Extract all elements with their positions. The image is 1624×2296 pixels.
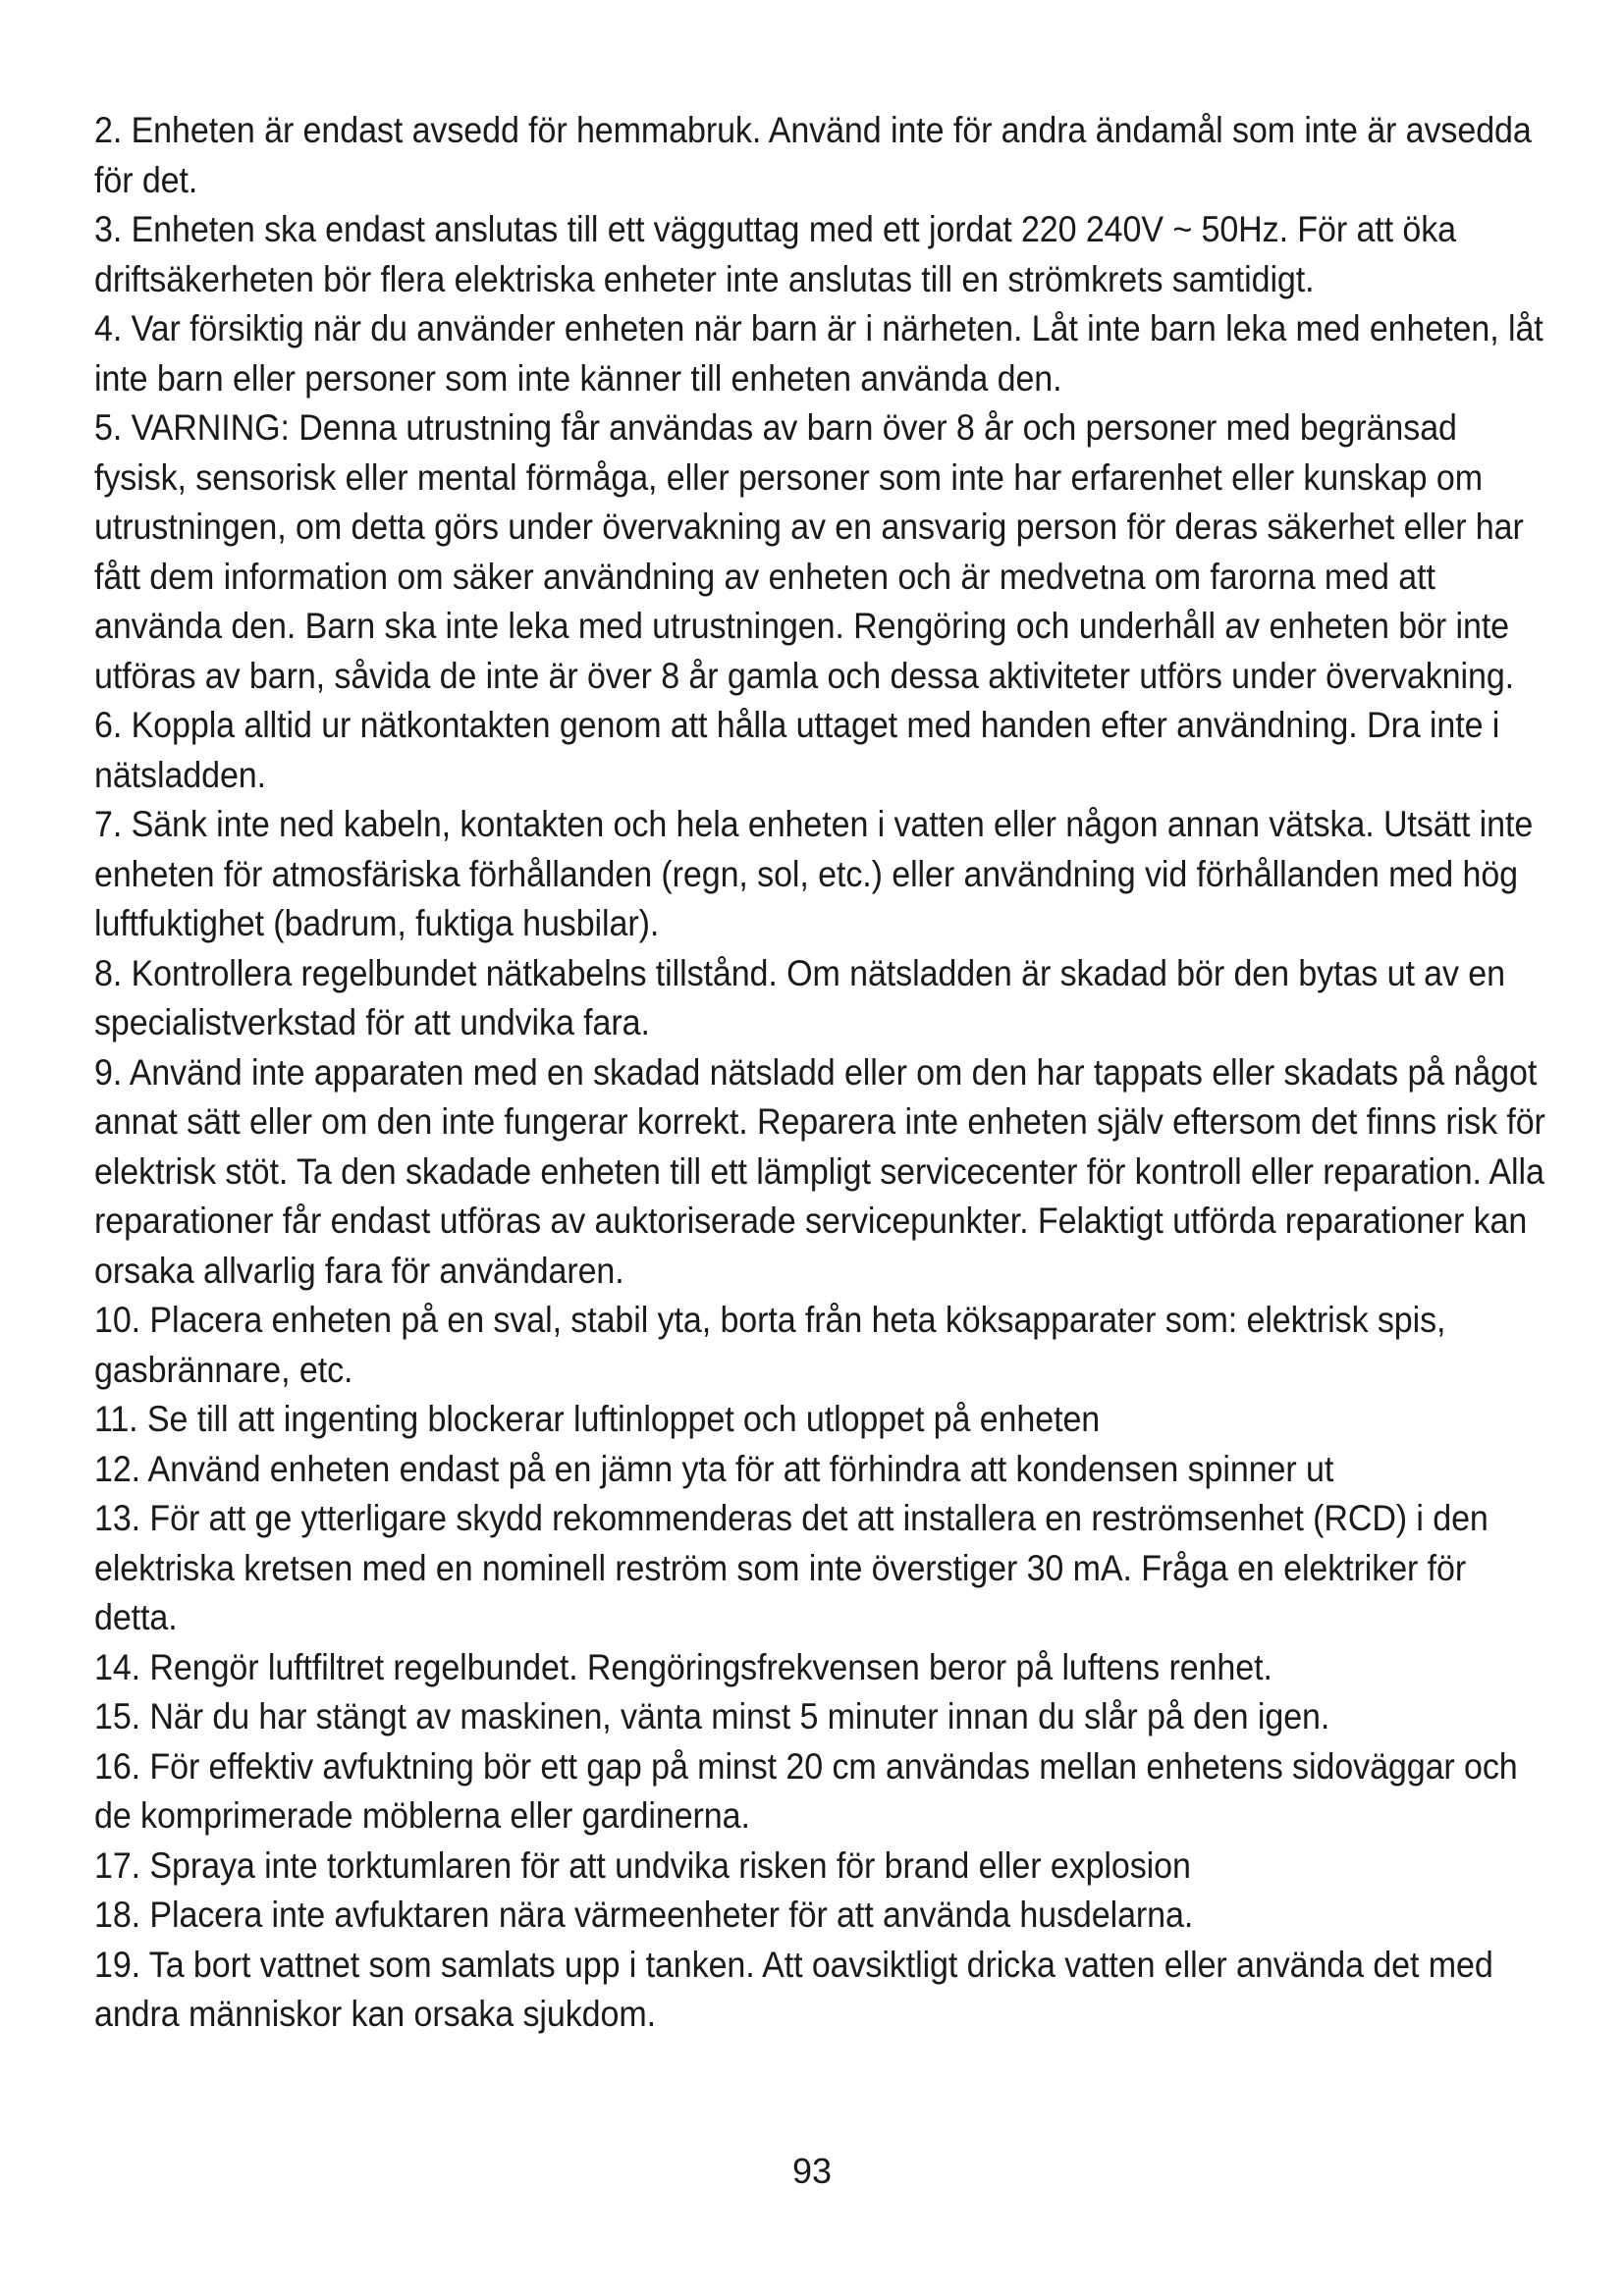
- list-item: 7. Sänk inte ned kabeln, kontakten och hela enheten i vatten eller någon annan vätska. Utsätt inte enheten för atmosfäriska förhållanden (regn, sol, etc.) eller användning vid förhållanden med hög luftfuktighet (badrum, fuktiga husbilar).: [94, 804, 1534, 943]
- document-body: [94, 106, 1547, 2040]
- list-item: 9. Använd inte apparaten med en skadad nätsladd eller om den har tappats eller skadats på något annat sätt eller om den inte fungerar korrekt. Reparera inte enheten själv eftersom det finns risk för elektrisk stöt. Ta den skadade enheten till ett lämpligt servicecenter för kontroll eller reparation. Alla reparationer får endast utföras av auktoriserade servicepunkter. Felaktigt utförda reparationer kan orsaka allvarlig fara för användaren.: [94, 1051, 1545, 1291]
- list-item: 12. Använd enheten endast på en jämn yta för att förhindra att kondensen spinner ut: [94, 1448, 1334, 1489]
- list-item: 10. Placera enheten på en sval, stabil yta, borta från heta köksapparater som: elektrisk spis, gasbrännare, etc.: [94, 1300, 1446, 1390]
- list-item: 2. Enheten är endast avsedd för hemmabruk. Använd inte för andra ändamål som inte är avsedda för det.: [94, 110, 1532, 200]
- list-item: 19. Ta bort vattnet som samlats upp i tanken. Att oavsiktligt dricka vatten eller använda det med andra människor kan orsaka sjukdom.: [94, 1944, 1493, 2034]
- list-item: 18. Placera inte avfuktaren nära värmeenheter för att använda husdelarna.: [94, 1895, 1194, 1935]
- list-item: 5. VARNING: Denna utrustning får användas av barn över 8 år och personer med begränsad fysisk, sensorisk eller mental förmåga, eller personer som inte har erfarenhet eller kunskap om utrustningen, om detta görs under övervakning av en ansvarig person för deras säkerhet eller har fått dem information om säker användning av enheten och är medvetna om farorna med att använda den. Barn ska inte leka med utrustningen. Rengöring och underhåll av enheten bör inte utföras av barn, såvida de inte är över 8 år gamla och dessa aktiviteter utförs under övervakning.: [94, 407, 1524, 696]
- list-item: 14. Rengör luftfiltret regelbundet. Rengöringsfrekvensen beror på luftens renhet.: [94, 1646, 1272, 1687]
- page-number: 93: [791, 2151, 833, 2191]
- list-item: 4. Var försiktig när du använder enheten när barn är i närheten. Låt inte barn leka med enheten, låt inte barn eller personer som inte känner till enheten använda den.: [94, 308, 1543, 399]
- list-item: 17. Spraya inte torktumlaren för att undvika risken för brand eller explosion: [94, 1844, 1191, 1886]
- list-item: 6. Koppla alltid ur nätkontakten genom att hålla uttaget med handen efter användning. Dra inte i nätsladden.: [94, 705, 1500, 795]
- list-item: 15. När du har stängt av maskinen, vänta minst 5 minuter innan du slår på den igen.: [94, 1696, 1330, 1736]
- list-item: 8. Kontrollera regelbundet nätkabelns tillstånd. Om nätsladden är skadad bör den bytas ut av en specialistverkstad för att undvika fara.: [94, 952, 1505, 1042]
- list-item: 13. För att ge ytterligare skydd rekommenderas det att installera en reströmsenhet (RCD) i den elektriska kretsen med en nominell reström som inte överstiger 30 mA. Fråga en elektriker för detta.: [94, 1498, 1489, 1637]
- list-item: 16. För effektiv avfuktning bör ett gap på minst 20 cm användas mellan enhetens sidoväggar och de komprimerade möblerna eller gardinerna.: [94, 1745, 1518, 1836]
- list-item: 11. Se till att ingenting blockerar luftinloppet och utloppet på enheten: [94, 1399, 1101, 1439]
- list-item: 3. Enheten ska endast anslutas till ett vägguttag med ett jordat 220 240V ~ 50Hz. För att öka driftsäkerheten bör flera elektriska enheter inte anslutas till en strömkrets samtidigt.: [94, 209, 1457, 299]
